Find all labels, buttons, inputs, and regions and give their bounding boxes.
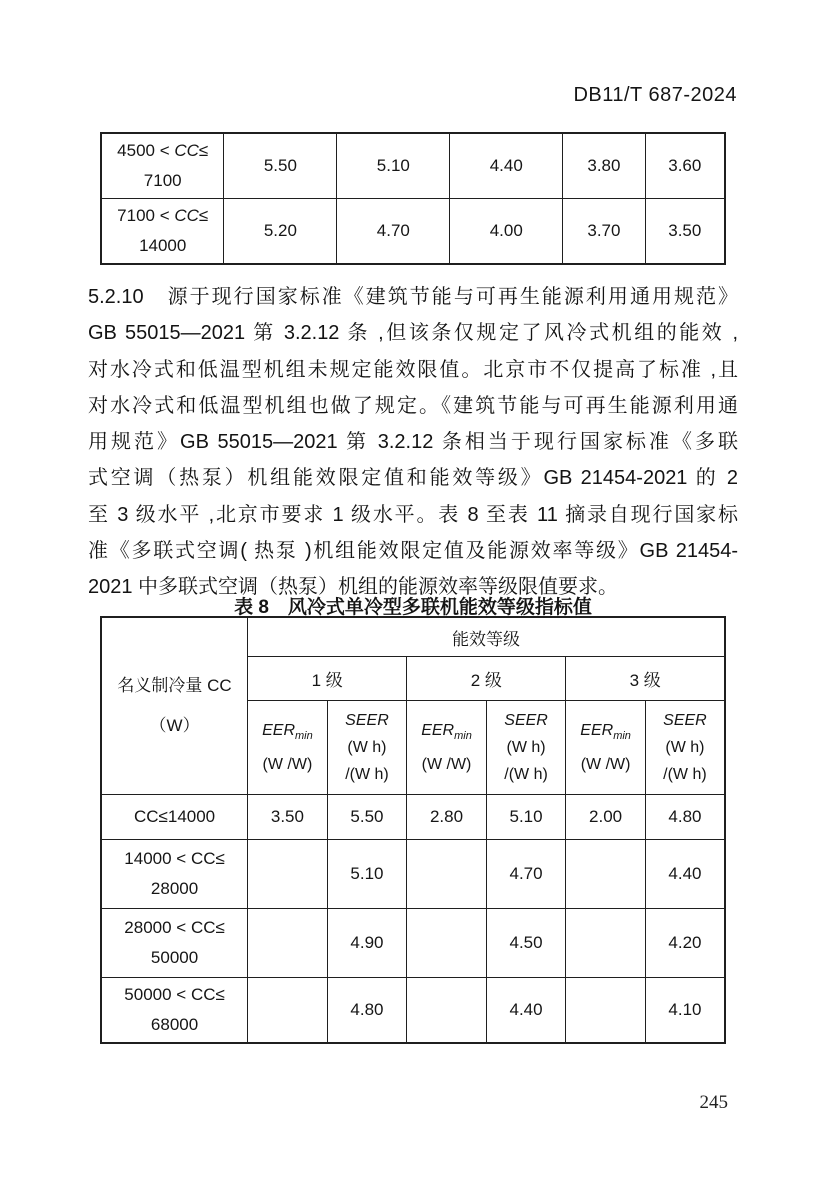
value-cell [248, 840, 328, 909]
value-cell: 4.10 [645, 978, 725, 1044]
capacity-range-cell [101, 840, 248, 909]
value-cell: 3.80 [563, 133, 645, 199]
value-cell [566, 978, 646, 1044]
range-line-1 [102, 136, 223, 166]
eer-unit: (W /W) [262, 755, 313, 773]
paragraph-line: 2021 中多联式空调（热泵）机组的能源效率等级限值要求。 [88, 576, 619, 599]
eer-symbol [566, 717, 645, 750]
seer-unit-1: (W h) [506, 739, 546, 756]
table-row [101, 199, 725, 265]
range-line-2: 28000 [150, 879, 199, 898]
range-line-2: 7100 [143, 171, 182, 190]
range-suffix: ≤ [198, 141, 209, 160]
seer-unit-2: /(W h) [663, 766, 707, 783]
seer-unit-1: (W h) [347, 739, 387, 756]
value-cell [248, 909, 328, 978]
seer-unit-2: /(W h) [345, 766, 389, 783]
seer-unit-1: (W h) [665, 739, 705, 756]
value-cell: 4.90 [327, 909, 407, 978]
value-cell: 4.00 [450, 199, 563, 265]
value-cell [248, 978, 328, 1044]
range-prefix: 7100 < [117, 206, 175, 225]
capacity-header-cell [101, 617, 248, 795]
seer-unit-2: /(W h) [504, 766, 548, 783]
range-prefix: 4500 < [117, 141, 175, 160]
page-number: 245 [699, 1092, 728, 1113]
table8 [100, 616, 726, 1044]
table8-caption: 表 8 风冷式单冷型多联机能效等级指标值 [234, 597, 592, 618]
grade-3-header: 3 级 [566, 657, 725, 701]
value-cell: 5.50 [327, 795, 407, 840]
eer-header-cell [407, 701, 487, 795]
eer-italic [421, 722, 472, 743]
eer-subscript: min [295, 730, 313, 743]
paragraph-line: 5.2.10 源于现行国家标准《建筑节能与可再生能源利用通用规范》 [88, 286, 738, 308]
value-cell: 3.70 [563, 199, 645, 265]
capacity-range [102, 201, 223, 261]
paragraph-line: 式空调（热泵）机组能效限定值和能效等级》GB 21454-2021 的 2 [88, 467, 738, 490]
cc-symbol: CC [174, 141, 199, 160]
paragraph-line: 准《多联式空调( 热泵 )机组能效限定值及能源效率等级》GB 21454- [88, 540, 738, 563]
eer-unit: (W /W) [580, 755, 631, 773]
eer-label: EER [421, 722, 455, 740]
value-cell: 4.40 [450, 133, 563, 199]
value-cell: 4.50 [486, 909, 566, 978]
value-cell [407, 978, 487, 1044]
capacity-range-cell [101, 909, 248, 978]
efficiency-grade-header: 能效等级 [248, 617, 725, 657]
eer-header-cell [566, 701, 646, 795]
eer-subscript: min [613, 730, 631, 743]
range-line-1: 14000 < CC≤ [124, 849, 225, 868]
value-cell [407, 909, 487, 978]
table-row [101, 840, 725, 909]
seer-label: SEER [663, 712, 707, 729]
table-row [101, 133, 725, 199]
range-line-1: 28000 < CC≤ [124, 918, 225, 937]
value-cell: 3.50 [645, 199, 725, 265]
document-code: DB11/T 687-2024 [573, 84, 737, 106]
paragraph-line: 对水冷式和低温型机组也做了规定。《建筑节能与可再生能源利用通 [88, 394, 738, 417]
range-line-2: 50000 [150, 948, 199, 967]
value-cell: 4.70 [337, 199, 450, 265]
range-line-2: 14000 [139, 236, 187, 255]
value-cell: 4.80 [327, 978, 407, 1044]
paragraph-5-2-10 [88, 279, 738, 606]
capacity-range-cell [101, 978, 248, 1044]
eer-label: EER [262, 722, 295, 740]
capacity-range [102, 844, 247, 904]
value-cell: 4.70 [486, 840, 566, 909]
eer-symbol [407, 717, 486, 750]
capacity-range-cell [101, 133, 224, 199]
range-suffix: ≤ [198, 206, 209, 225]
value-cell: 2.00 [566, 795, 646, 840]
paragraph-line: 至 3 级水平 ,北京市要求 1 级水平。表 8 至表 11 摘录自现行国家标 [88, 503, 738, 526]
seer-label: SEER [345, 712, 389, 729]
table-row [101, 795, 725, 840]
eer-header-cell [248, 701, 328, 795]
seer-header-cell [645, 701, 725, 795]
eer-italic [262, 722, 313, 743]
seer-header-cell [327, 701, 407, 795]
value-cell [566, 840, 646, 909]
eer-unit: (W /W) [421, 755, 472, 773]
value-cell: 5.20 [224, 199, 337, 265]
seer-label: SEER [504, 712, 548, 729]
grade-1-header: 1 级 [248, 657, 407, 701]
range-line-1: CC≤14000 [133, 807, 216, 826]
capacity-header-line-1: 名义制冷量 CC [117, 676, 232, 695]
value-cell [566, 909, 646, 978]
value-cell: 2.80 [407, 795, 487, 840]
continued-table [100, 132, 726, 265]
table-row [101, 978, 725, 1044]
range-line-2: 68000 [150, 1015, 199, 1034]
value-cell: 4.40 [486, 978, 566, 1044]
capacity-range [102, 802, 247, 832]
value-cell [407, 840, 487, 909]
capacity-range-cell [101, 795, 248, 840]
capacity-range-cell [101, 199, 224, 265]
value-cell: 4.20 [645, 909, 725, 978]
capacity-header-line-2: （W） [149, 716, 200, 735]
range-line-1 [102, 201, 223, 231]
range-line-1: 50000 < CC≤ [124, 985, 225, 1004]
value-cell: 5.10 [486, 795, 566, 840]
seer-header-cell [486, 701, 566, 795]
eer-subscript: min [454, 730, 472, 743]
value-cell: 5.10 [327, 840, 407, 909]
paragraph-line: 用规范》GB 55015—2021 第 3.2.12 条相当于现行国家标准《多联 [88, 431, 738, 454]
value-cell: 3.50 [248, 795, 328, 840]
value-cell: 4.80 [645, 795, 725, 840]
eer-symbol [248, 717, 327, 750]
eer-label: EER [580, 722, 614, 740]
table-row [101, 909, 725, 978]
value-cell: 5.10 [337, 133, 450, 199]
capacity-range [102, 136, 223, 196]
grade-2-header: 2 级 [407, 657, 566, 701]
value-cell: 5.50 [224, 133, 337, 199]
capacity-range [102, 913, 247, 973]
eer-italic [580, 722, 631, 743]
value-cell: 3.60 [645, 133, 725, 199]
paragraph-line: 对水冷式和低温型机组未规定能效限值。北京市不仅提高了标准 ,且 [88, 358, 738, 381]
capacity-range [102, 980, 247, 1040]
paragraph-line: GB 55015—2021 第 3.2.12 条 ,但该条仅规定了风冷式机组的能效 , [88, 322, 738, 345]
value-cell: 4.40 [645, 840, 725, 909]
cc-symbol: CC [174, 206, 199, 225]
header-row-group [101, 617, 725, 657]
